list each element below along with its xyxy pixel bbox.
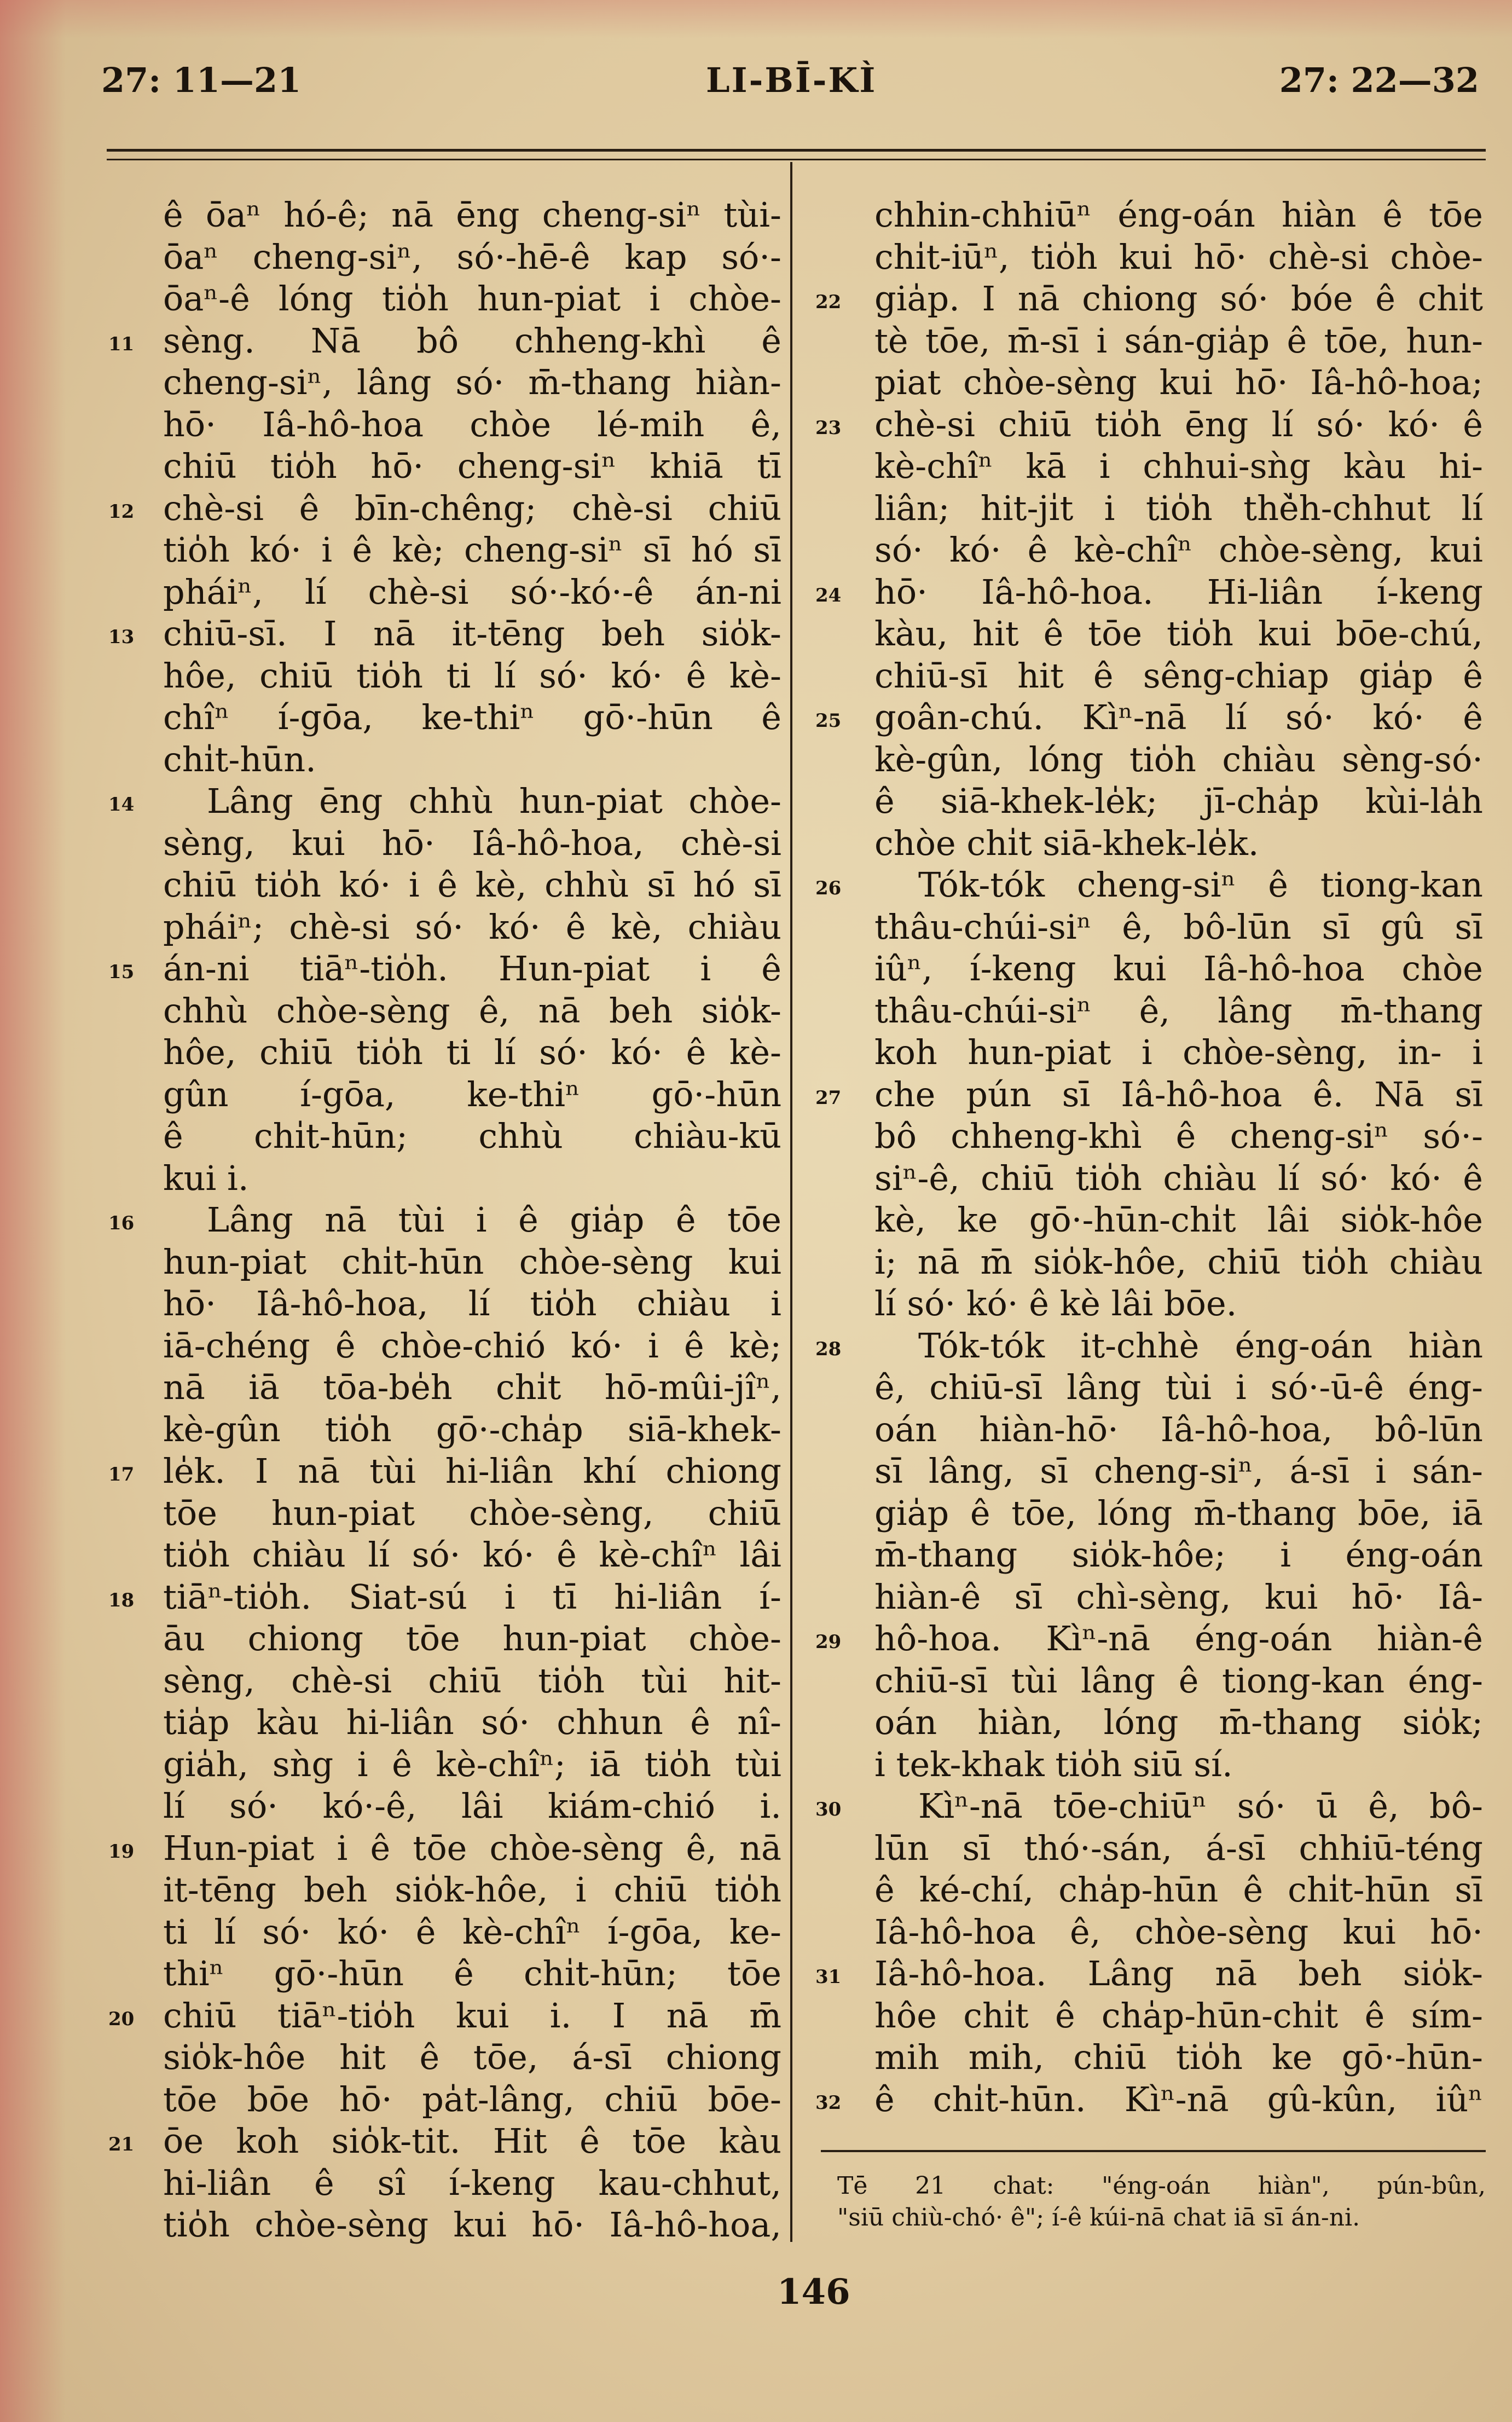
text-line (108, 488, 781, 530)
line-text: tio̍h kó· i ê kè; cheng-siⁿ sī hó sī (163, 530, 781, 570)
verse-number: 31 (815, 1966, 842, 1988)
line-text: kè-chîⁿ kā i chhui-sǹg kàu hi- (874, 446, 1483, 486)
footnote-line: "siū chiù-chó· ê"; í-ê kúi-nā chat iā sī án-ni. (837, 2204, 1360, 2232)
book-title: LI-BĪ-KÌ (706, 60, 877, 100)
text-line (163, 1660, 781, 1702)
verse-number: 13 (108, 626, 135, 648)
verse-number: 30 (815, 1799, 842, 1820)
text-line (163, 529, 781, 571)
verse-number: 18 (108, 1589, 135, 1611)
line-text: nā iā tōa-be̍h chi̍t hō-mûi-jîⁿ, (163, 1367, 781, 1407)
line-text: hō· Iâ-hô-hoa. Hi-liân í-keng (874, 571, 1483, 612)
line-text: chi̍t-hūn. (163, 739, 316, 779)
line-text: chhin-chhiūⁿ éng-oán hiàn ê tōe (874, 195, 1483, 235)
text-line (108, 1199, 781, 1241)
line-text: Lâng nā tùi i ê gia̍p ê tōe (207, 1200, 781, 1240)
text-line (874, 1158, 1483, 1200)
footnote-rule (821, 2150, 1486, 2152)
text-line (874, 529, 1483, 571)
text-line (163, 362, 781, 404)
line-text: tè tōe, m̄-sī i sán-gia̍p ê tōe, hun- (874, 320, 1483, 361)
text-line (163, 404, 781, 446)
text-line (874, 1911, 1483, 1953)
text-line (163, 1325, 781, 1367)
line-text: hôe, chiū tio̍h ti lí só· kó· ê kè- (163, 655, 781, 696)
text-line (874, 739, 1483, 781)
line-text: chiū tio̍h kó· i ê kè, chhù sī hó sī (163, 865, 781, 905)
text-line (874, 1534, 1483, 1576)
line-text: chè-si chiū tio̍h ēng lí só· kó· ê (874, 404, 1483, 444)
footnote (837, 2170, 1486, 2234)
line-text: só· kó· ê kè-chîⁿ chòe-sèng, kui (874, 530, 1483, 570)
text-line (163, 2163, 781, 2205)
line-text: hôe, chiū tio̍h ti lí só· kó· ê kè- (163, 1032, 781, 1072)
line-text: i tek-khak tio̍h siū sí. (874, 1744, 1233, 1784)
line-text: tōe bōe hō· pa̍t-lâng, chiū bōe- (163, 2079, 781, 2119)
line-text: goân-chú. Kìⁿ-nā lí só· kó· ê (874, 697, 1483, 737)
text-line (108, 1576, 781, 1618)
line-text: chhù chòe-sèng ê, nā beh sio̍k- (163, 990, 781, 1031)
text-line (874, 194, 1483, 236)
line-text: kè, ke gō·-hūn-chi̍t lâi sio̍k-hôe (874, 1200, 1483, 1240)
left-column (108, 194, 781, 2246)
running-header (0, 60, 1512, 120)
line-text: tia̍p kàu hi-liân só· chhun ê nî- (163, 1702, 781, 1742)
text-line (163, 571, 781, 614)
line-text: ōe koh sio̍k-tit. Hit ê tōe kàu (163, 2121, 781, 2161)
line-text: iûⁿ, í-keng kui Iâ-hô-hoa chòe (874, 949, 1483, 989)
verse-number: 29 (815, 1631, 842, 1653)
line-text: sèng, kui hō· Iâ-hô-hoa, chè-si (163, 823, 781, 863)
text-line (874, 1744, 1483, 1786)
header-rule-thin (107, 159, 1486, 160)
text-line (163, 1744, 781, 1786)
line-text: āu chiong tōe hun-piat chòe- (163, 1618, 781, 1658)
text-line (815, 2079, 1483, 2121)
text-line (874, 1493, 1483, 1535)
header-rule (107, 149, 1486, 152)
text-line (108, 1450, 781, 1493)
line-text: oán hiàn, lóng m̄-thang sio̍k; (874, 1702, 1483, 1742)
text-line (874, 948, 1483, 990)
text-line (163, 1534, 781, 1576)
line-text: hôe chi̍t ê cha̍p-hūn-chi̍t ê sím- (874, 1995, 1483, 2036)
line-text: ê ōaⁿ hó-ê; nā ēng cheng-siⁿ tùi- (163, 195, 781, 235)
line-text: ê chi̍t-hūn. Kìⁿ-nā gû-kûn, iûⁿ (874, 2079, 1483, 2119)
text-line (874, 2037, 1483, 2079)
text-line (874, 1367, 1483, 1409)
verse-number: 11 (108, 333, 135, 355)
text-line (163, 236, 781, 279)
line-text: chîⁿ í-gōa, ke-thiⁿ gō·-hūn ê (163, 697, 781, 737)
text-line (163, 1032, 781, 1074)
text-line (163, 655, 781, 697)
page-top-stain (0, 0, 1512, 38)
text-line (815, 864, 1483, 906)
line-text: Iâ-hô-hoa ê, chòe-sèng kui hō· (874, 1911, 1483, 1952)
text-line (163, 278, 781, 320)
line-text: chè-si ê bīn-chêng; chè-si chiū (163, 488, 781, 528)
line-text: tiāⁿ-tio̍h. Siat-sú i tī hi-liân í- (163, 1576, 781, 1617)
text-line (108, 320, 781, 362)
text-line (874, 1828, 1483, 1870)
text-line (874, 781, 1483, 823)
text-line (874, 613, 1483, 655)
line-text: ōaⁿ-ê lóng tio̍h hun-piat i chòe- (163, 279, 781, 319)
line-text: ê ké-chí, cha̍p-hūn ê chi̍t-hūn sī (874, 1870, 1483, 1910)
line-text: ti lí só· kó· ê kè-chîⁿ í-gōa, ke- (163, 1911, 781, 1952)
verse-number: 22 (815, 291, 842, 313)
text-line (874, 906, 1483, 949)
text-line (815, 571, 1483, 614)
text-line (815, 1953, 1483, 1995)
line-text: Iâ-hô-hoa. Lâng nā beh sio̍k- (874, 1953, 1483, 1993)
line-text: Tók-tók it-chhè éng-oán hiàn (918, 1325, 1483, 1366)
text-line (874, 1869, 1483, 1911)
line-text: gûn í-gōa, ke-thiⁿ gō·-hūn (163, 1074, 781, 1114)
line-text: kui i. (163, 1158, 249, 1198)
verse-number: 14 (108, 794, 135, 816)
line-text: iā-chéng ê chòe-chió kó· i ê kè; (163, 1325, 781, 1366)
verse-number: 16 (108, 1212, 135, 1234)
text-line (874, 1660, 1483, 1702)
text-line (163, 1702, 781, 1744)
text-line (874, 1032, 1483, 1074)
line-text: le̍k. I nā tùi hi-liân khí chiong (163, 1451, 781, 1491)
text-line (874, 655, 1483, 697)
line-text: chòe chi̍t siā-khek-le̍k. (874, 823, 1259, 863)
line-text: m̄-thang sio̍k-hôe; i éng-oán (874, 1535, 1483, 1575)
text-line (163, 1493, 781, 1535)
line-text: ê, chiū-sī lâng tùi i só·-ū-ê éng- (874, 1367, 1483, 1407)
line-text: lí só· kó· ê kè lâi bōe. (874, 1284, 1237, 1323)
text-line (163, 1785, 781, 1828)
text-line (874, 1241, 1483, 1284)
line-text: sī lâng, sī cheng-siⁿ, á-sī i sán- (874, 1451, 1483, 1491)
verse-number: 24 (815, 584, 842, 606)
line-text: chiū-sī hit ê sêng-chiap gia̍p ê (874, 655, 1483, 696)
line-text: án-ni tiāⁿ-tio̍h. Hun-piat i ê (163, 949, 781, 989)
text-line (874, 362, 1483, 404)
line-text: hi-liân ê sî í-keng kau-chhut, (163, 2163, 781, 2203)
text-line (815, 1074, 1483, 1116)
text-line (874, 1995, 1483, 2037)
line-text: Tók-tók cheng-siⁿ ê tiong-kan (918, 865, 1483, 905)
text-line (108, 1828, 781, 1870)
line-text: sèng, chè-si chiū tio̍h tùi hit- (163, 1660, 781, 1701)
text-line (163, 1409, 781, 1451)
text-line (874, 320, 1483, 362)
line-text: gia̍p. I nā chiong só· bóe ê chi̍t (874, 279, 1483, 319)
page-edge-stain (0, 0, 66, 2422)
line-text: pháiⁿ; chè-si só· kó· ê kè, chiàu (163, 906, 781, 947)
text-line (108, 2120, 781, 2163)
text-line (874, 1199, 1483, 1241)
line-text: sèng. Nā bô chheng-khì ê (163, 320, 781, 361)
line-text: oán hiàn-hō· Iâ-hô-hoa, bô-lūn (874, 1409, 1483, 1449)
text-line (163, 1869, 781, 1911)
page-number: 146 (777, 2271, 850, 2313)
text-line (163, 2204, 781, 2246)
line-text: chiū-sī. I nā it-tēng beh sio̍k- (163, 614, 781, 654)
verse-number: 23 (815, 417, 842, 439)
line-text: sio̍k-hôe hit ê tōe, á-sī chiong (163, 2037, 781, 2077)
header-right-reference: 27: 22—32 (1279, 60, 1479, 100)
text-line (163, 2037, 781, 2079)
line-text: chiū tio̍h hō· cheng-siⁿ khiā tī (163, 446, 781, 486)
line-text: chiū-sī tùi lâng ê tiong-kan éng- (874, 1660, 1483, 1701)
line-text: pháiⁿ, lí chè-si só·-kó·-ê án-ni (163, 571, 781, 612)
text-line (163, 1911, 781, 1953)
footnote-line: Tē 21 chat: "éng-oán hiàn", pún-bûn, (837, 2172, 1486, 2200)
text-line (874, 1283, 1483, 1325)
verse-number: 12 (108, 500, 135, 523)
text-line (163, 739, 781, 781)
text-line (108, 948, 781, 990)
line-text: hiàn-ê sī chì-sèng, kui hō· Iâ- (874, 1576, 1483, 1617)
text-line (163, 990, 781, 1032)
line-text: hô-hoa. Kìⁿ-nā éng-oán hiàn-ê (874, 1618, 1483, 1658)
line-text: mih mih, chiū tio̍h ke gō·-hūn- (874, 2037, 1483, 2077)
line-text: che pún sī Iâ-hô-hoa ê. Nā sī (874, 1074, 1483, 1114)
line-text: tio̍h chiàu lí só· kó· ê kè-chîⁿ lâi (163, 1535, 781, 1575)
verse-number: 20 (108, 2008, 135, 2030)
text-line (163, 864, 781, 906)
line-text: gia̍h, sǹg i ê kè-chîⁿ; iā tio̍h tùi (163, 1744, 781, 1784)
text-line (874, 1115, 1483, 1158)
text-line (163, 1115, 781, 1158)
text-line (874, 1409, 1483, 1451)
line-text: kàu, hit ê tōe tio̍h kui bōe-chú, (874, 614, 1483, 654)
text-line (163, 2079, 781, 2121)
line-text: i; nā m̄ sio̍k-hôe, chiū tio̍h chiàu (874, 1241, 1483, 1282)
line-text: Kìⁿ-nā tōe-chiūⁿ só· ū ê, bô- (918, 1786, 1483, 1826)
verse-number: 25 (815, 710, 842, 732)
text-line (874, 236, 1483, 279)
line-text: lí só· kó·-ê, lâi kiám-chió i. (163, 1786, 781, 1826)
line-text: kè-gûn, lóng tio̍h chiàu sèng-só· (874, 739, 1483, 779)
text-line (163, 697, 781, 739)
right-column (815, 194, 1483, 2120)
verse-number: 28 (815, 1338, 842, 1360)
text-line (108, 1995, 781, 2037)
text-line (108, 613, 781, 655)
line-text: ê siā-khek-le̍k; jī-cha̍p kùi-la̍h (874, 781, 1483, 821)
text-line (874, 1450, 1483, 1493)
text-line (163, 194, 781, 236)
text-line (163, 1158, 781, 1200)
text-line (815, 1785, 1483, 1828)
header-left-reference: 27: 11—21 (101, 60, 302, 100)
line-text: hō· Iâ-hô-hoa, lí tio̍h chiàu i (163, 1284, 781, 1323)
text-line (815, 278, 1483, 320)
text-line (163, 1618, 781, 1660)
text-line (874, 1576, 1483, 1618)
text-line (163, 906, 781, 949)
line-text: hun-piat chi̍t-hūn chòe-sèng kui (163, 1241, 781, 1282)
text-line (874, 446, 1483, 488)
line-text: ōaⁿ cheng-siⁿ, só·-hē-ê kap só·- (163, 236, 781, 277)
text-line (874, 1702, 1483, 1744)
text-line (163, 446, 781, 488)
line-text: siⁿ-ê, chiū tio̍h chiàu lí só· kó· ê (874, 1158, 1483, 1198)
verse-number: 32 (815, 2091, 842, 2114)
text-line (874, 488, 1483, 530)
text-line (815, 404, 1483, 446)
line-text: kè-gûn tio̍h gō·-cha̍p siā-khek- (163, 1409, 781, 1449)
line-text: piat chòe-sèng kui hō· Iâ-hô-hoa; (874, 362, 1483, 402)
line-text: thâu-chúi-siⁿ ê, lâng m̄-thang (874, 990, 1483, 1031)
text-line (815, 1618, 1483, 1660)
line-text: thâu-chúi-siⁿ ê, bô-lūn sī gû sī (874, 906, 1483, 947)
line-text: lūn sī thó·-sán, á-sī chhiū-téng (874, 1828, 1483, 1868)
line-text: chiū tiāⁿ-tio̍h kui i. I nā m̄ (163, 1995, 781, 2036)
line-text: koh hun-piat i chòe-sèng, in- i (874, 1032, 1483, 1072)
verse-number: 17 (108, 1464, 135, 1485)
verse-number: 19 (108, 1840, 135, 1863)
line-text: hō· Iâ-hô-hoa chòe lé-mih ê, (163, 404, 781, 444)
text-line (874, 823, 1483, 865)
text-line (163, 1367, 781, 1409)
line-text: tio̍h chòe-sèng kui hō· Iâ-hô-hoa, (163, 2205, 781, 2245)
line-text: it-tēng beh sio̍k-hôe, i chiū tio̍h (163, 1870, 781, 1910)
verse-number: 21 (108, 2134, 135, 2155)
text-line (874, 990, 1483, 1032)
column-divider (790, 162, 792, 2242)
verse-number: 15 (108, 961, 135, 983)
text-line (163, 1241, 781, 1284)
text-line (163, 1074, 781, 1116)
text-line (163, 823, 781, 865)
line-text: Hun-piat i ê tōe chòe-sèng ê, nā (163, 1828, 781, 1868)
line-text: bô chheng-khì ê cheng-siⁿ só·- (874, 1116, 1483, 1156)
line-text: ê chi̍t-hūn; chhù chiàu-kū (163, 1116, 781, 1156)
line-text: tōe hun-piat chòe-sèng, chiū (163, 1493, 781, 1533)
line-text: chi̍t-iūⁿ, tio̍h kui hō· chè-si chòe- (874, 236, 1483, 277)
line-text: gia̍p ê tōe, lóng m̄-thang bōe, iā (874, 1493, 1483, 1533)
line-text: cheng-siⁿ, lâng só· m̄-thang hiàn- (163, 362, 781, 402)
text-line (815, 697, 1483, 739)
text-line (163, 1953, 781, 1995)
line-text: liân; hit-ji̍t i tio̍h thè̍h-chhut lí (874, 488, 1483, 528)
line-text: Lâng ēng chhù hun-piat chòe- (207, 781, 781, 821)
text-line (815, 1325, 1483, 1367)
line-text: thiⁿ gō·-hūn ê chi̍t-hūn; tōe (163, 1953, 781, 1993)
text-line (108, 781, 781, 823)
verse-number: 26 (815, 877, 842, 899)
verse-number: 27 (815, 1086, 842, 1109)
text-line (163, 1283, 781, 1325)
